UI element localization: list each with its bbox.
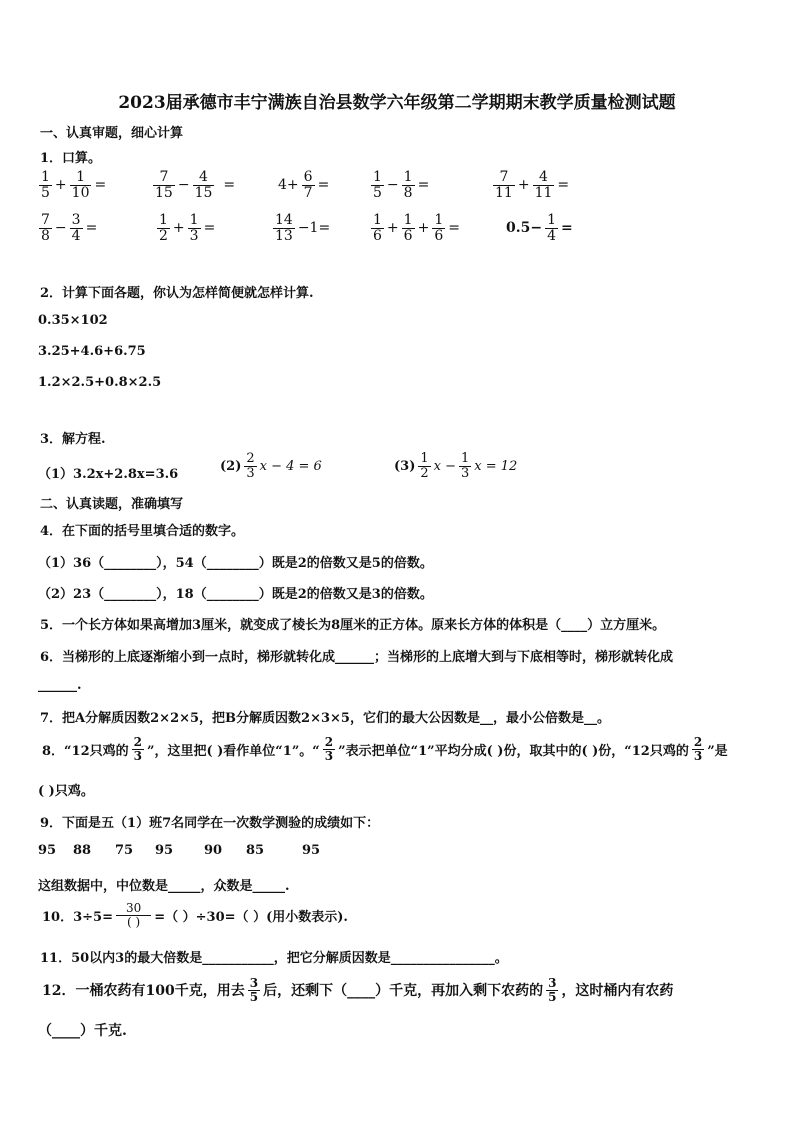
q9-score-6: 85 — [246, 843, 265, 858]
q9-tail: 这组数据中，中位数是_____，众数是_____. — [38, 879, 290, 894]
question-6-line-2: ______. — [38, 678, 82, 693]
q2-item-1: 0.35×102 — [38, 313, 108, 328]
q9-score-4: 95 — [155, 843, 174, 858]
question-12-line-2: （____）千克. — [38, 1023, 127, 1039]
question-9-label: 9．下面是五（1）班7名同学在一次数学测验的成绩如下： — [40, 816, 380, 831]
question-4-label: 4．在下面的括号里填合适的数字。 — [40, 524, 245, 539]
question-3-label: 3．解方程. — [40, 432, 106, 447]
question-1-label: 1．口算。 — [40, 151, 102, 166]
section-heading-2: 二、认真读题，准确填写 — [40, 497, 184, 512]
question-12-line-1: 12．一桶农药有100千克，用去 $\frac{3}{5}$ 后，还剩下（____）千克，再加入剩下农药的 $\frac{3}{5}$ ，这时桶内有农药 — [42, 976, 674, 1004]
q2-item-3: 1.2×2.5+0.8×2.5 — [38, 375, 162, 390]
calc-r1-c: 4+ $\frac{6}{7}$ = — [278, 169, 330, 201]
question-8-line-2: ( )只鸡。 — [38, 784, 94, 799]
q9-score-1: 95 — [38, 843, 57, 858]
q4-line-2: （2）23（________），18（________）既是2的倍数又是3的倍数。 — [38, 587, 433, 602]
question-11: 11．50以内3的最大倍数是___________，把它分解质因数是________________。 — [40, 951, 508, 966]
question-6-line-1: 6．当梯形的上底逐渐缩小到一点时，梯形就转化成______；当梯形的上底增大到与下底相等时，梯形就转化成 — [40, 650, 674, 665]
q2-item-2: 3.25+4.6+6.75 — [38, 344, 146, 359]
calc-r1-a: $\frac{1}{5}$ + $\frac{1}{10}$ = — [41, 169, 107, 201]
calc-r2-e: 0.5− $\frac{1}{4}$ = — [506, 212, 573, 244]
q4-line-1: （1）36（________），54（________）既是2的倍数又是5的倍数。 — [38, 556, 433, 571]
question-8-line-1: 8．“12只鸡的 $\frac{2}{3}$ ”，这里把( )看作单位“1”。“ $\frac{2}{3}$ ”表示把单位“1”平均分成( )份，取其中的( )份，“12只鸡的 $\frac{2}{3}$ ”是 — [42, 735, 728, 763]
q9-score-3: 75 — [115, 843, 134, 858]
section-heading-1: 一、认真审题，细心计算 — [40, 126, 184, 141]
q3-equation-2: (2) $\frac{2}{3}$ x − 4 = 6 — [220, 451, 322, 481]
calc-r1-b: $\frac{7}{15}$ − $\frac{4}{15}$ = — [155, 169, 236, 201]
q3-equation-3: (3) $\frac{1}{2}$ x − $\frac{1}{3}$ x = 12 — [394, 451, 518, 481]
calc-r1-e: $\frac{7}{11}$ + $\frac{4}{11}$ = — [495, 169, 570, 201]
page-title: 2023届承德市丰宁满族自治县数学六年级第二学期期末教学质量检测试题 — [118, 93, 676, 113]
q9-score-2: 88 — [73, 843, 92, 858]
calc-r2-a: $\frac{7}{8}$ − $\frac{3}{4}$ = — [41, 212, 98, 244]
q3-equation-1: （1）3.2x+2.8x=3.6 — [38, 467, 179, 482]
q9-score-5: 90 — [204, 843, 223, 858]
q9-score-7: 95 — [302, 843, 321, 858]
calc-r1-d: $\frac{1}{5}$ − $\frac{1}{8}$ = — [373, 169, 430, 201]
question-5: 5．一个长方体如果高增加3厘米，就变成了棱长为8厘米的正方体。原来长方体的体积是（____）立方厘米。 — [40, 618, 666, 633]
calc-r2-d: $\frac{1}{6}$ + $\frac{1}{6}$ + $\frac{1}{6}$ = — [373, 212, 460, 244]
question-7: 7．把A分解质因数2×2×5，把B分解质因数2×3×5，它们的最大公因数是__，最小公倍数是__。 — [40, 711, 610, 726]
calc-r2-b: $\frac{1}{2}$ + $\frac{1}{3}$ = — [159, 212, 216, 244]
question-10: 10．3÷5= $\frac{30}{( )}$ =（ ）÷30=（ ）(用小数表示). — [42, 901, 348, 929]
question-2-label: 2．计算下面各题，你认为怎样简便就怎样计算. — [40, 286, 314, 301]
calc-r2-c: $\frac{14}{13}$ −1= — [275, 212, 331, 244]
